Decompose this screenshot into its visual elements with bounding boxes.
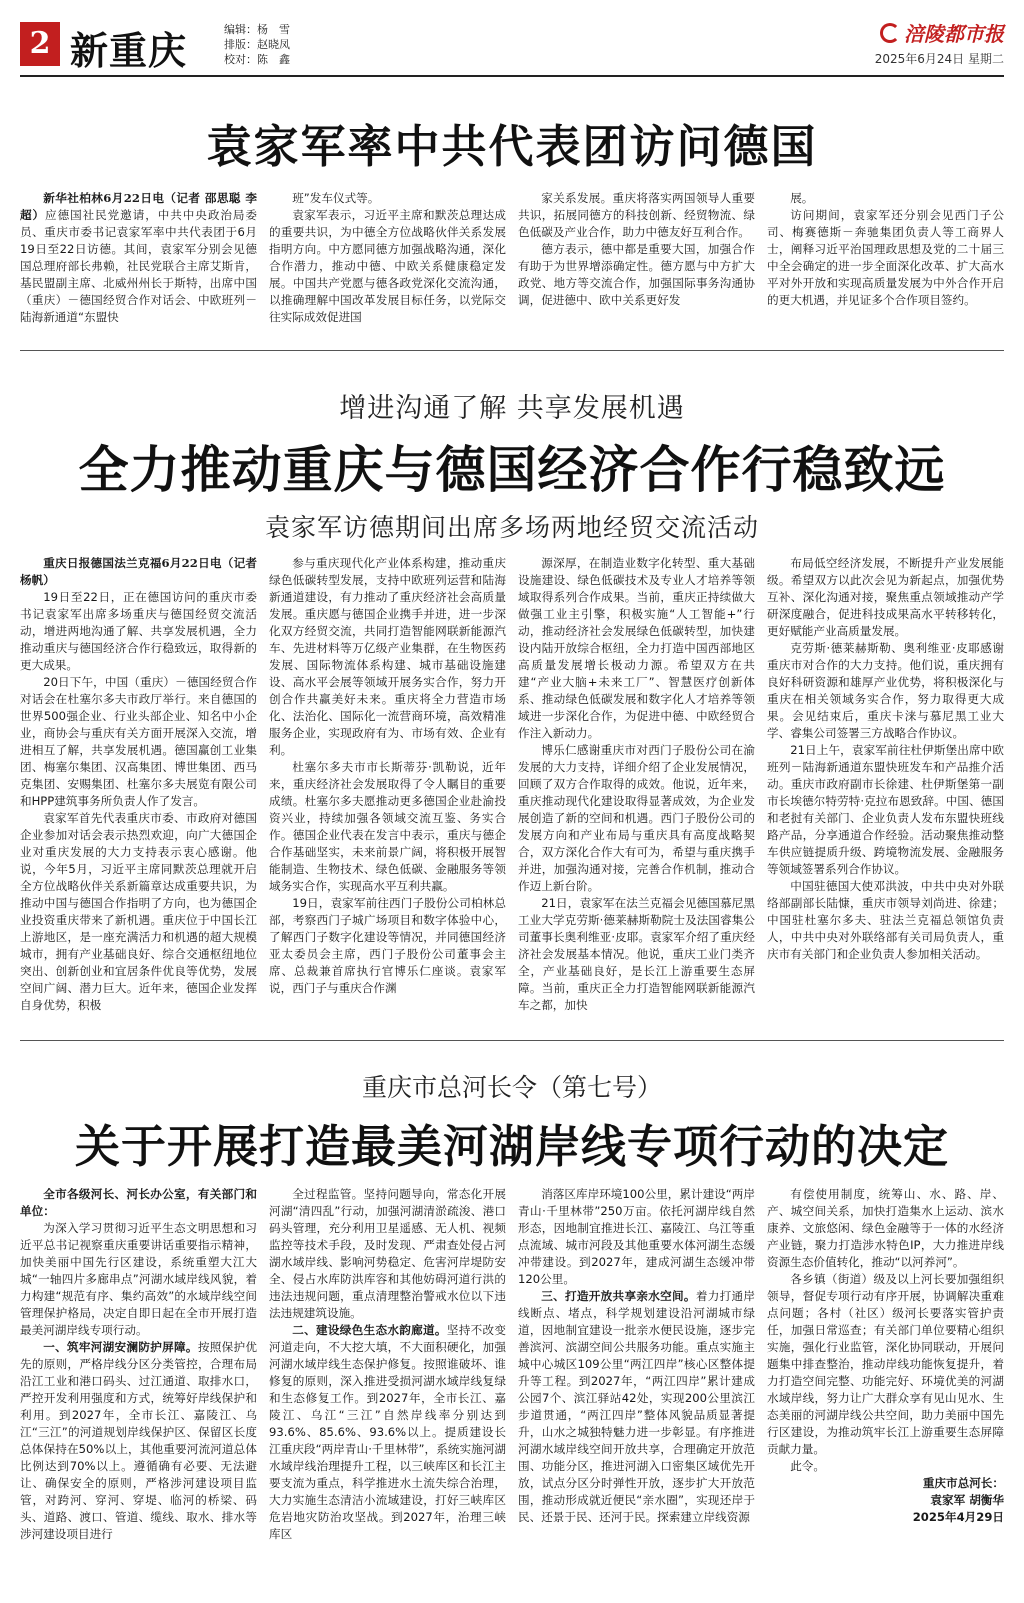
paragraph: 各乡镇（街道）级及以上河长要加强组织领导，督促专项行动有序开展，协调解决重难点问题；各村（社区）级河长要落实管护责任，加强日常巡查；有关部门单位要精心组织实施，强化行业监管，深化协同联动，开展问题集中排查整治，推动岸线功能恢复提升，着力打造空间完整、功能完好、环境优美的河湖水域岸线，努力让广大群众享有见山见水、生态美丽的河湖岸线公共空间，助力美丽中国先行区建设，为推动筑牢长江上游重要生态屏障贡献力量。 — [767, 1272, 1004, 1456]
article3-col-3 — [518, 1186, 755, 1588]
masthead-rule — [20, 75, 1004, 77]
paper-logo-icon — [880, 23, 900, 43]
paragraph: 二、建设绿色生态水韵廊道。坚持不改变河道走向，不大挖大填，不大面积硬化，加强河湖水域岸线生态保护修复。按照谁破坏、谁修复的原则，深入推进受损河湖水域岸线复绿和生态修复工作。到2027年，全市长江、嘉陵江、乌江“三江”自然岸线率分别达到93.6%、85.6%、93.6%以上。提质建设长江重庆段“两岸青山·千里林带”，系统实施河湖水域岸线治理提升工程，以三峡库区和长江主要支流为重点，科学推进水土流失综合治理，大力实施生态清洁小流域建设，打好三峡库区危岩地灾防治攻坚战。到2027年，治理三峡库区 — [269, 1323, 506, 1541]
issue-date: 2025年6月24日 星期二 — [874, 52, 1004, 66]
masthead — [20, 18, 1004, 73]
paragraph: 一、筑牢河湖安澜防护屏障。按照保护优先的原则，严格岸线分区分类管控，合理布局沿江工业和港口码头、过江通道、取排水口，严控开发利用强度和方式，统筹好岸线保护和利用。到2027年，全市长江、嘉陵江、乌江“三江”的河道规划岸线保护区、保留区长度总体保持在50%以上，其他重要河流河道总体比例达到70%以上。遵循确有必要、无法避让、确保安全的原则，严格涉河建设项目监管，对跨河、穿河、穿堤、临河的桥梁、码头、道路、渡口、管道、缆线、取水、排水等涉河建设项目进行 — [20, 1340, 257, 1541]
paragraph: 参与重庆现代化产业体系构建，推动重庆绿色低碳转型发展，支持中欧班列运营和陆海新通道建设，有力推动了重庆经济社会高质量发展。重庆愿与德国企业携手并进，进一步深化双方经贸交流，共同打造智能网联新能源汽车、先进材料等万亿级产业集群，在生物医药发展、国际物流体系构建、城市基础设施建设、高水平会展等领域开展务实合作，努力开创合作共赢美好未来。重庆将全力营造市场化、法治化、国际化一流营商环境，高效精准服务企业，实现政府有为、市场有效、企业有利。 — [269, 556, 506, 757]
paragraph: 19日至22日，正在德国访问的重庆市委书记袁家军出席多场重庆与德国经贸交流活动，增进两地沟通了解、共享发展机遇，全力推动重庆与德国经济合作行稳致远，取得新的更大成果。 — [20, 590, 257, 672]
article1-col1-text: 应德国社民党邀请，中共中央政治局委员、重庆市委书记袁家军率中共代表团于6月19日至22日访德。其间，袁家军分别会见德国总理府部长弗赖，社民党联合主席艾斯肯，基民盟副主席、北威州州长于斯特，出席中国（重庆）－德国经贸合作对话会、中欧班列－陆海新通道“东盟快 — [20, 208, 257, 324]
editor-credits — [224, 22, 290, 67]
layout-line: 排版：赵晓凤 — [224, 38, 290, 51]
paragraph: 家关系发展。重庆将落实两国领导人重要共识，拓展同德方的科技创新、经贸物流、绿色低碳及产业合作，助力中德友好互利合作。 — [518, 191, 755, 239]
section-subhead: 一、筑牢河湖安澜防护屏障。 — [43, 1340, 198, 1354]
article3-body — [20, 1186, 1004, 1588]
article1-col-3 — [518, 190, 755, 332]
proof-line: 校对：陈 鑫 — [224, 53, 290, 66]
paragraph: 有偿使用制度，统筹山、水、路、岸、产、城空间关系，加快打造集水上运动、滨水康养、文旅悠闲、绿色金融等于一体的水经济产业链，聚力打造涉水特色IP，大力推进岸线资源生态价值转化，推动“以河养河”。 — [767, 1187, 1004, 1269]
section-subhead: 三、打造开放共享亲水空间。 — [541, 1289, 696, 1303]
article3-col-2 — [269, 1186, 506, 1588]
section-title: 新重庆 — [70, 28, 188, 73]
paper-logo-text: 涪陵都市报 — [904, 22, 1004, 46]
signature-date: 2025年4月29日 — [912, 1510, 1004, 1524]
paragraph: 袁家军首先代表重庆市委、市政府对德国企业参加对话会表示热烈欢迎，向广大德国企业对重庆发展的大力支持表示衷心感谢。他说，今年5月，习近平主席同默茨总理就开启全方位战略伙伴关系新篇章达成重要共识，为推动中国与德国合作指明了方向，也为德国企业投资重庆带来了新机遇。重庆位于中国长江上游地区，是一座充满活力和机遇的超大规模城市，拥有产业基础良好、综合交通枢纽地位突出、创新创业和宜居条件优良等优势，发展空间广阔、潜力巨大。近年来，德国企业发挥自身优势，积极 — [20, 811, 257, 1012]
signature-names: 袁家军 胡衡华 — [930, 1493, 1004, 1507]
article2-body — [20, 555, 1004, 1025]
paragraph: 19日，袁家军前往西门子股份公司柏林总部，考察西门子城广场项目和数字体验中心，了解西门子数字化建设等情况，并同德国经济亚太委员会主席，西门子股份公司董事会主席、总裁兼首席执行官博乐仁座谈。袁家军说，西门子与重庆合作渊 — [269, 896, 506, 995]
article2-headline: 全力推动重庆与德国经济合作行稳致远 — [78, 441, 946, 499]
article1-dateline: 新华社柏林6月22日电（记者 邵思聪 李 超） — [20, 191, 257, 222]
article1-body — [20, 190, 1004, 332]
paragraph: 博乐仁感谢重庆市对西门子股份公司在渝发展的大力支持，详细介绍了企业发展情况，回顾了双方合作取得的成效。他说，近年来，重庆推动现代化建设取得显著成效，为企业发展创造了新的空间和机遇。西门子股份公司的发展方向和产业布局与重庆具有高度战略契合，双方深化合作大有可为，希望与重庆携手并进，加强沟通对接，完善合作机制，推动合作迈上新台阶。 — [518, 743, 755, 893]
paragraph: 源深厚，在制造业数字化转型、重大基础设施建设、绿色低碳技术及专业人才培养等领域取得系列合作成果。当前，重庆正持续做大做强工业主引擎，积极实施“人工智能+”行动，推动经济社会发展绿色低碳转型，加快建设内陆开放综合枢纽，全力打造中国西部地区高质量发展增长极动力源。希望双方在共建“产业大脑+未来工厂”、智慧医疗创新体系、推动绿色低碳发展和数字化人才培养等领域进一步深化合作，为促进中德、中欧经贸合作注入新动力。 — [518, 556, 755, 740]
paragraph: 克劳斯·德莱赫斯勒、奥利维亚·皮耶感谢重庆市对合作的大力支持。他们说，重庆拥有良好科研资源和雄厚产业优势，将积极深化与重庆在相关领域务实合作，努力取得更大成果。会见结束后，重庆卡涞与慕尼黑工业大学、睿集公司签署三方战略合作协议。 — [767, 641, 1004, 740]
editor-line: 编辑：杨 雪 — [224, 23, 290, 36]
paragraph: 消落区库岸环境100公里，累计建设“两岸青山·千里林带”250万亩。依托河湖岸线自然形态，因地制宜推进长江、嘉陵江、乌江等重点流域、城市河段及其他重要水体河湖生态缓冲带建设。到2027年，建成河湖生态缓冲带120公里。 — [518, 1187, 755, 1286]
article2-col-3 — [518, 555, 755, 1025]
paragraph: 袁家军表示，习近平主席和默茨总理达成的重要共识，为中德全方位战略伙伴关系发展指明方向。中方愿同德方加强战略沟通，深化合作潜力，推动中德、中欧关系健康稳定发展。中国共产党愿与德各政党深化交流沟通，以推确理解中国改革发展目标任务，以党际交往实际成效促进国 — [269, 208, 506, 324]
paragraph: 访问期间，袁家军还分别会见西门子公司、梅赛德斯－奔驰集团负责人等工商界人士，阐释习近平治国理政思想及党的二十届三中全会确定的进一步全面深化改革、扩大高水平对外开放和实现高质量发展为中外合作开启的更大机遇，并见证多个合作项目签约。 — [767, 208, 1004, 307]
paragraph: 德方表示，德中都是重要大国，加强合作有助于为世界增添确定性。德方愿与中方扩大政党、地方等交流合作，加强国际事务沟通协调，促进德中、欧中关系更好发 — [518, 242, 755, 307]
paragraph: 为深入学习贯彻习近平生态文明思想和习近平总书记视察重庆重要讲话重要指示精神，加快美丽中国先行区建设，系统重塑大江大城“一轴四片多廊串点”河湖水域岸线风貌，着力构建“规范有序、集约高效”的水域岸线空间管理保护格局，决定自即日起在全市开展打造最美河湖岸线专项行动。 — [20, 1221, 257, 1337]
article2-subheadline: 袁家军访德期间出席多场两地经贸交流活动 — [264, 513, 759, 542]
section-divider — [20, 1040, 1004, 1041]
article3-col1-text — [20, 1220, 257, 1543]
section-divider — [20, 350, 1004, 351]
paragraph: 班”发车仪式等。 — [292, 191, 380, 205]
article1-col-1 — [20, 190, 257, 332]
paragraph: 中国驻德国大使邓洪波，中共中央对外联络部副部长陆慷，重庆市领导刘尚进、徐建；中国驻杜塞尔多夫、驻法兰克福总领馆负责人，中共中央对外联络部有关司局负责人，重庆市有关部门和企业负责人参加相关活动。 — [767, 879, 1004, 961]
article2-col-1 — [20, 555, 257, 1025]
paragraph: 21日上午，袁家军前往杜伊斯堡出席中欧班列－陆海新通道东盟快班发车和产品推介活动。重庆市政府副市长徐建、杜伊斯堡第一副市长埃德尔特劳特·克拉布恩致辞。中国、德国和老挝有关部门、企业负责人发布东盟快班线路产品，分享通道合作经验。活动聚焦推动整车供应链提质升级、跨境物流发展、金融服务等领域签署系列合作协议。 — [767, 743, 1004, 876]
article1-col-4 — [767, 190, 1004, 332]
paragraph: 展。 — [790, 191, 814, 205]
paragraph: 三、打造开放共享亲水空间。着力打通岸线断点、堵点，科学规划建设沿河湖城市绿道，因地制宜建设一批亲水便民设施，逐步完善滨河、滨湖空间公共服务功能。重点实施主城中心城区109公里“两江四岸”核心区整体提升等工程。到2027年，“两江四岸”累计建成公园7个、滨江驿站42处，实现200公里滨江步道贯通，“两江四岸”整体风貌品质显著提升，山水之城独特魅力进一步彰显。有序推进河湖水域岸线空间开放共享，合理确定开放范围、功能分区，推进河湖入口密集区域优先开放，试点分区分时弹性开放，逐步扩大开放范围，推动形成就近便民“亲水圈”，实现还岸于民、还景于民、还河于民。探索建立岸线资源 — [518, 1289, 755, 1524]
signature-title: 重庆市总河长： — [922, 1476, 1004, 1490]
paper-logo — [824, 18, 1004, 46]
article3-col4-text — [767, 1186, 1004, 1475]
article3-kicker: 重庆市总河长令（第七号） — [361, 1073, 662, 1102]
article3-col-1 — [20, 1186, 257, 1588]
article2-kicker: 增进沟通了解 共享发展机遇 — [339, 393, 685, 424]
article2-col1-text — [20, 589, 257, 1014]
paragraph: 布局低空经济发展，不断提升产业发展能级。希望双方以此次会见为新起点，加强优势互补、深化沟通对接，聚焦重点领域推动产学研深度融合，促进科技成果高水平转移转化，更好赋能产业高质量发展。 — [767, 556, 1004, 638]
article2-col-4 — [767, 555, 1004, 1025]
paragraph: 此令。 — [790, 1459, 825, 1473]
paragraph: 杜塞尔多夫市市长斯蒂芬·凯勒说，近年来，重庆经济社会发展取得了令人瞩目的重要成绩。杜塞尔多夫愿推动更多德国企业赴渝投资兴业，持续加强各领域交流互鉴、务实合作。德国企业代表在发言中表示，重庆与德企合作基础坚实，未来前景广阔，将积极开展智能制造、生物技术、绿色低碳、金融服务等领域务实合作，实现高水平互利共赢。 — [269, 760, 506, 893]
article2-col-2 — [269, 555, 506, 1025]
article3-salutation: 全市各级河长、河长办公室，有关部门和单位： — [20, 1187, 257, 1218]
article1-col-2 — [269, 190, 506, 332]
article1-headline: 袁家军率中共代表团访问德国 — [206, 120, 818, 173]
paragraph: 全过程监管。坚持问题导向，常态化开展河湖“清四乱”行动，加强河湖清淤疏浚、港口码头管理，充分利用卫星遥感、无人机、视频监控等技术手段，及时发现、严肃查处侵占河湖水域岸线、影响河势稳定、危害河岸堤防安全、侵占水库防洪库容和其他妨碍河道行洪的违法违规问题，重点清理整治警戒水位以下违法违规建筑设施。 — [269, 1187, 506, 1320]
article3-col-4 — [767, 1186, 1004, 1588]
article2-dateline: 重庆日报德国法兰克福6月22日电（记者 杨帆） — [20, 556, 257, 587]
section-subhead: 二、建设绿色生态水韵廊道。 — [292, 1323, 447, 1337]
paragraph: 20日下午，中国（重庆）－德国经贸合作对话会在杜塞尔多夫市政厅举行。来自德国的世界500强企业、行业头部企业、知名中小企业，商协会与重庆有关方面开展深入交流，增进相互了解，共享发展机遇。德国赢创工业集团、梅塞尔集团、汉高集团、博世集团、西马克集团、安赐集团、杜塞尔多夫展览有限公司和HPP建筑事务所负责人作了发言。 — [20, 675, 257, 808]
article3-headline: 关于开展打造最美河湖岸线专项行动的决定 — [74, 1120, 949, 1173]
page-number-badge: 2 — [20, 22, 60, 66]
paragraph: 21日，袁家军在法兰克福会见德国慕尼黑工业大学克劳斯·德莱赫斯勒院士及法国睿集公司董事长奥利维亚·皮耶。袁家军介绍了重庆经济社会发展基本情况。他说，重庆工业门类齐全，产业基础良好，是长江上游重要生态屏障。当前，重庆正全力打造智能网联新能源汽车之都，加快 — [518, 896, 755, 1012]
